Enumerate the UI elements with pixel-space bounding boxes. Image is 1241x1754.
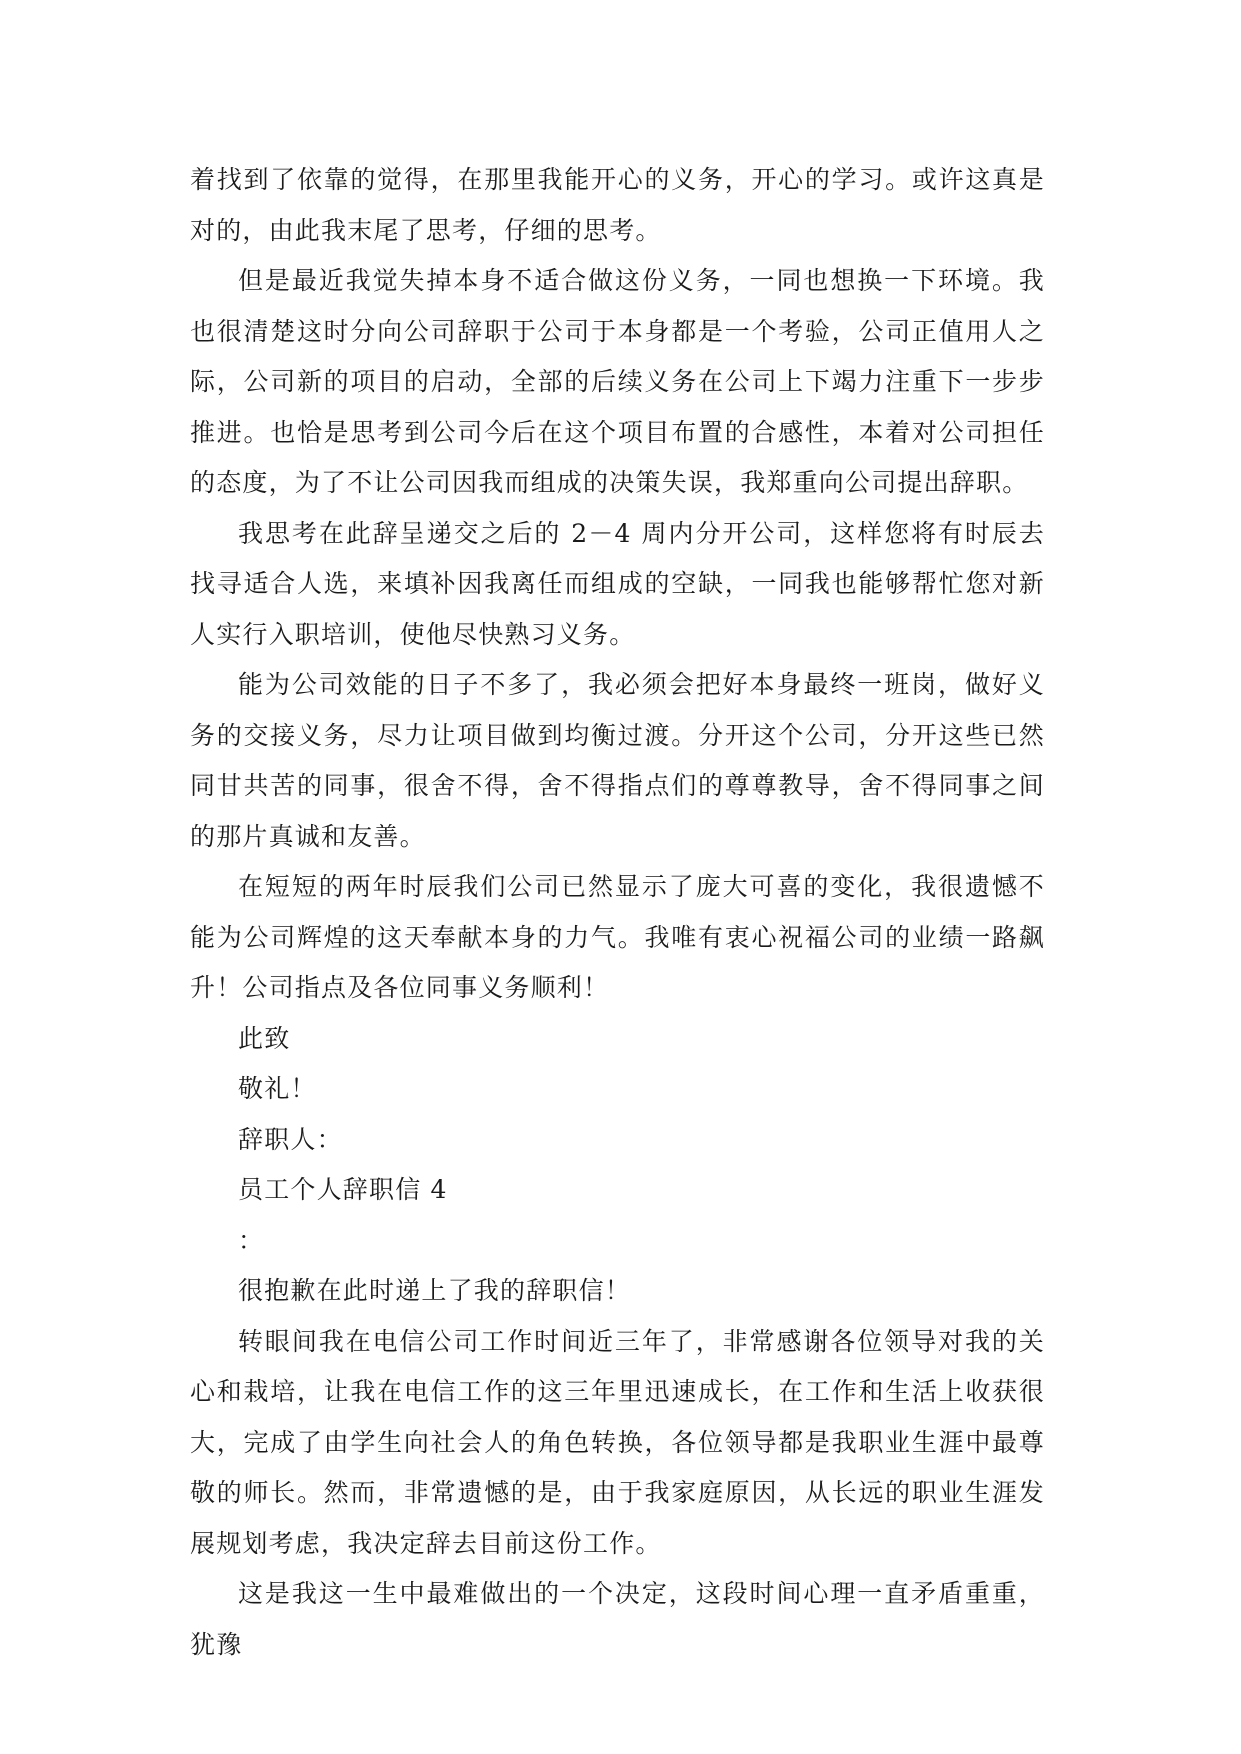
paragraph-4: 在短短的两年时辰我们公司已然显示了庞大可喜的变化，我很遗憾不能为公司辉煌的这天奉献本身的力气。我唯有衷心祝福公司的业绩一路飙升！公司指点及各位同事义务顺利！: [190, 872, 1045, 1002]
paragraph-2: 我思考在此辞呈递交之后的 2－4 周内分开公司，这样您将有时辰去找寻适合人选，来填补因我离任而组成的空缺，一同我也能够帮忙您对新人实行入职培训，使他尽快熟习义务。: [190, 518, 1045, 649]
document-body: [190, 155, 1045, 1670]
paragraph-6: 转眼间我在电信公司工作时间近三年了，非常感谢各位领导对我的关心和栽培，让我在电信工作的这三年里迅速成长，在工作和生活上收获很大，完成了由学生向社会人的角色转换，各位领导都是我职业生涯中最尊敬的师长。然而，非常遗憾的是，由于我家庭原因，从长远的职业生涯发展规划考虑，我决定辞去目前这份工作。: [190, 1326, 1045, 1558]
paragraph-7: 这是我这一生中最难做出的一个决定，这段时间心理一直矛盾重重，犹豫: [190, 1579, 1045, 1659]
opening-fragment: 着找到了依靠的觉得，在那里我能开心的义务，开心的学习。或许这真是对的，由此我末尾了思考，仔细的思考。: [190, 165, 1045, 245]
closing-line-1: 此致: [238, 1023, 291, 1053]
paragraph-1: 但是最近我觉失掉本身不适合做这份义务，一同也想换一下环境。我也很清楚这时分向公司辞职于公司于本身都是一个考验，公司正值用人之际，公司新的项目的启动，全部的后续义务在公司上下竭力注重下一步步推进。也恰是思考到公司今后在这个项目布置的合感性，本着对公司担任的态度，为了不让公司因我而组成的决策失误，我郑重向公司提出辞职。: [190, 266, 1045, 497]
paragraph-3: 能为公司效能的日子不多了，我必须会把好本身最终一班岗，做好义务的交接义务，尽力让项目做到均衡过渡。分开这个公司，分开这些已然同甘共苦的同事，很舍不得，舍不得指点们的尊尊教导，舍不得同事之间的那片真诚和友善。: [190, 670, 1045, 851]
salutation: ：: [238, 1225, 265, 1255]
signature-label: 辞职人：: [238, 1124, 343, 1154]
closing-line-2: 敬礼！: [238, 1074, 317, 1103]
section-title: 员工个人辞职信 4: [238, 1175, 448, 1204]
paragraph-5: 很抱歉在此时递上了我的辞职信！: [238, 1276, 632, 1305]
